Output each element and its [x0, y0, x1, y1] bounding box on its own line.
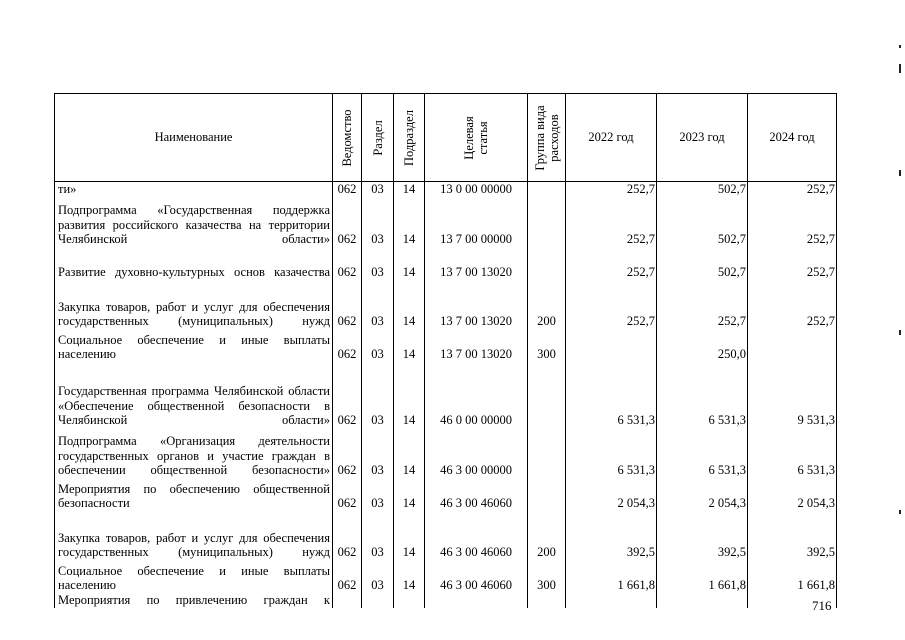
row-podrazdel: 14 — [394, 280, 425, 329]
row-podrazdel — [394, 593, 425, 608]
row-target: 46 3 00 00000 — [425, 428, 528, 478]
row-name: Закупка товаров, работ и услуг для обеспечения государственных (муниципальных) нужд — [55, 280, 333, 329]
scan-edge-mark — [899, 170, 901, 176]
row-target: 46 3 00 46060 — [425, 560, 528, 593]
row-podrazdel: 14 — [394, 428, 425, 478]
header-podrazdel: Подраздел — [394, 94, 425, 182]
header-row — [55, 94, 837, 182]
row-target: 13 7 00 13020 — [425, 247, 528, 280]
row-2022: 252,7 — [566, 197, 657, 247]
header-name: Наименование — [55, 94, 333, 182]
row-2024: 6 531,3 — [748, 428, 837, 478]
row-vedomstvo: 062 — [333, 362, 362, 428]
row-vedomstvo: 062 — [333, 182, 362, 197]
header-target: Целевая статья — [425, 94, 528, 182]
row-group — [528, 362, 566, 428]
row-name: Закупка товаров, работ и услуг для обеспечения государственных (муниципальных) нужд — [55, 511, 333, 560]
header-2022: 2022 год — [566, 94, 657, 182]
row-razdel: 03 — [362, 197, 394, 247]
row-razdel: 03 — [362, 280, 394, 329]
row-2022 — [566, 329, 657, 362]
row-vedomstvo: 062 — [333, 329, 362, 362]
header-2024: 2024 год — [748, 94, 837, 182]
row-2023: 502,7 — [657, 247, 748, 280]
row-2022: 252,7 — [566, 280, 657, 329]
row-target: 13 0 00 00000 — [425, 182, 528, 197]
row-2023: 1 661,8 — [657, 560, 748, 593]
row-target: 13 7 00 00000 — [425, 197, 528, 247]
row-group — [528, 182, 566, 197]
header-group: Группа вида расходов — [528, 94, 566, 182]
scan-edge-mark — [899, 64, 901, 73]
row-2022: 252,7 — [566, 182, 657, 197]
row-2022: 392,5 — [566, 511, 657, 560]
row-group — [528, 593, 566, 608]
scan-edge-mark — [899, 330, 901, 335]
row-razdel: 03 — [362, 560, 394, 593]
row-group: 200 — [528, 511, 566, 560]
row-podrazdel: 14 — [394, 247, 425, 280]
row-razdel: 03 — [362, 329, 394, 362]
row-podrazdel: 14 — [394, 197, 425, 247]
row-group: 200 — [528, 280, 566, 329]
row-target — [425, 593, 528, 608]
table-row — [55, 478, 837, 511]
row-razdel: 03 — [362, 247, 394, 280]
table-row — [55, 511, 837, 560]
row-name: Мероприятия по привлечению граждан к — [55, 593, 333, 608]
table-row — [55, 560, 837, 593]
row-2022 — [566, 593, 657, 608]
row-target: 13 7 00 13020 — [425, 329, 528, 362]
row-group: 300 — [528, 329, 566, 362]
row-target: 13 7 00 13020 — [425, 280, 528, 329]
header-razdel: Раздел — [362, 94, 394, 182]
row-name: ти» — [55, 182, 333, 197]
row-2023: 6 531,3 — [657, 428, 748, 478]
row-podrazdel: 14 — [394, 560, 425, 593]
row-group: 300 — [528, 560, 566, 593]
row-podrazdel: 14 — [394, 478, 425, 511]
row-razdel — [362, 593, 394, 608]
table-row — [55, 197, 837, 247]
row-2023: 502,7 — [657, 182, 748, 197]
row-podrazdel: 14 — [394, 329, 425, 362]
row-2024: 252,7 — [748, 280, 837, 329]
row-name: Мероприятия по обеспечению общественной безопасности — [55, 478, 333, 511]
row-group — [528, 478, 566, 511]
row-2023: 252,7 — [657, 280, 748, 329]
row-razdel: 03 — [362, 182, 394, 197]
row-2024: 252,7 — [748, 182, 837, 197]
row-2022: 6 531,3 — [566, 428, 657, 478]
row-razdel: 03 — [362, 362, 394, 428]
table-row — [55, 428, 837, 478]
row-name: Государственная программа Челябинской области «Обеспечение общественной безопасности в Челябинской области» — [55, 362, 333, 428]
row-target: 46 3 00 46060 — [425, 511, 528, 560]
row-target: 46 0 00 00000 — [425, 362, 528, 428]
row-podrazdel: 14 — [394, 362, 425, 428]
row-target: 46 3 00 46060 — [425, 478, 528, 511]
row-2024: 252,7 — [748, 247, 837, 280]
budget-table — [54, 93, 837, 608]
row-razdel: 03 — [362, 428, 394, 478]
page-number: 716 — [812, 598, 832, 613]
row-name: Развитие духовно-культурных основ казачества — [55, 247, 333, 280]
scan-edge-mark — [899, 45, 901, 48]
row-2023: 6 531,3 — [657, 362, 748, 428]
row-2023 — [657, 593, 748, 608]
row-2024: 1 661,8 — [748, 560, 837, 593]
row-2022: 252,7 — [566, 247, 657, 280]
row-2022: 2 054,3 — [566, 478, 657, 511]
table-row — [55, 593, 837, 608]
row-2024: 392,5 — [748, 511, 837, 560]
table-row — [55, 182, 837, 197]
row-podrazdel: 14 — [394, 182, 425, 197]
row-razdel: 03 — [362, 511, 394, 560]
row-2023: 392,5 — [657, 511, 748, 560]
table-body — [55, 182, 837, 608]
row-name: Социальное обеспечение и иные выплаты населению — [55, 329, 333, 362]
table-row — [55, 247, 837, 280]
row-name: Подпрограмма «Государственная поддержка развития российского казачества на территории Челябинской области» — [55, 197, 333, 247]
row-group — [528, 247, 566, 280]
scan-edge-mark — [899, 510, 901, 514]
row-2024: 9 531,3 — [748, 362, 837, 428]
row-vedomstvo: 062 — [333, 560, 362, 593]
row-2024: 2 054,3 — [748, 478, 837, 511]
row-vedomstvo: 062 — [333, 197, 362, 247]
row-vedomstvo: 062 — [333, 428, 362, 478]
row-name: Социальное обеспечение и иные выплаты населению — [55, 560, 333, 593]
row-2023: 2 054,3 — [657, 478, 748, 511]
row-2024 — [748, 329, 837, 362]
row-podrazdel: 14 — [394, 511, 425, 560]
row-2023: 250,0 — [657, 329, 748, 362]
header-2023: 2023 год — [657, 94, 748, 182]
table-row — [55, 280, 837, 329]
row-2022: 6 531,3 — [566, 362, 657, 428]
row-2022: 1 661,8 — [566, 560, 657, 593]
row-vedomstvo: 062 — [333, 247, 362, 280]
row-name: Подпрограмма «Организация деятельности государственных органов и участие граждан в обеспечении общественной безопасности» — [55, 428, 333, 478]
row-vedomstvo: 062 — [333, 478, 362, 511]
row-vedomstvo: 062 — [333, 511, 362, 560]
header-vedomstvo: Ведомство — [333, 94, 362, 182]
row-2023: 502,7 — [657, 197, 748, 247]
row-group — [528, 197, 566, 247]
row-2024: 252,7 — [748, 197, 837, 247]
row-vedomstvo — [333, 593, 362, 608]
table-row — [55, 329, 837, 362]
row-razdel: 03 — [362, 478, 394, 511]
table-row — [55, 362, 837, 428]
row-group — [528, 428, 566, 478]
row-vedomstvo: 062 — [333, 280, 362, 329]
